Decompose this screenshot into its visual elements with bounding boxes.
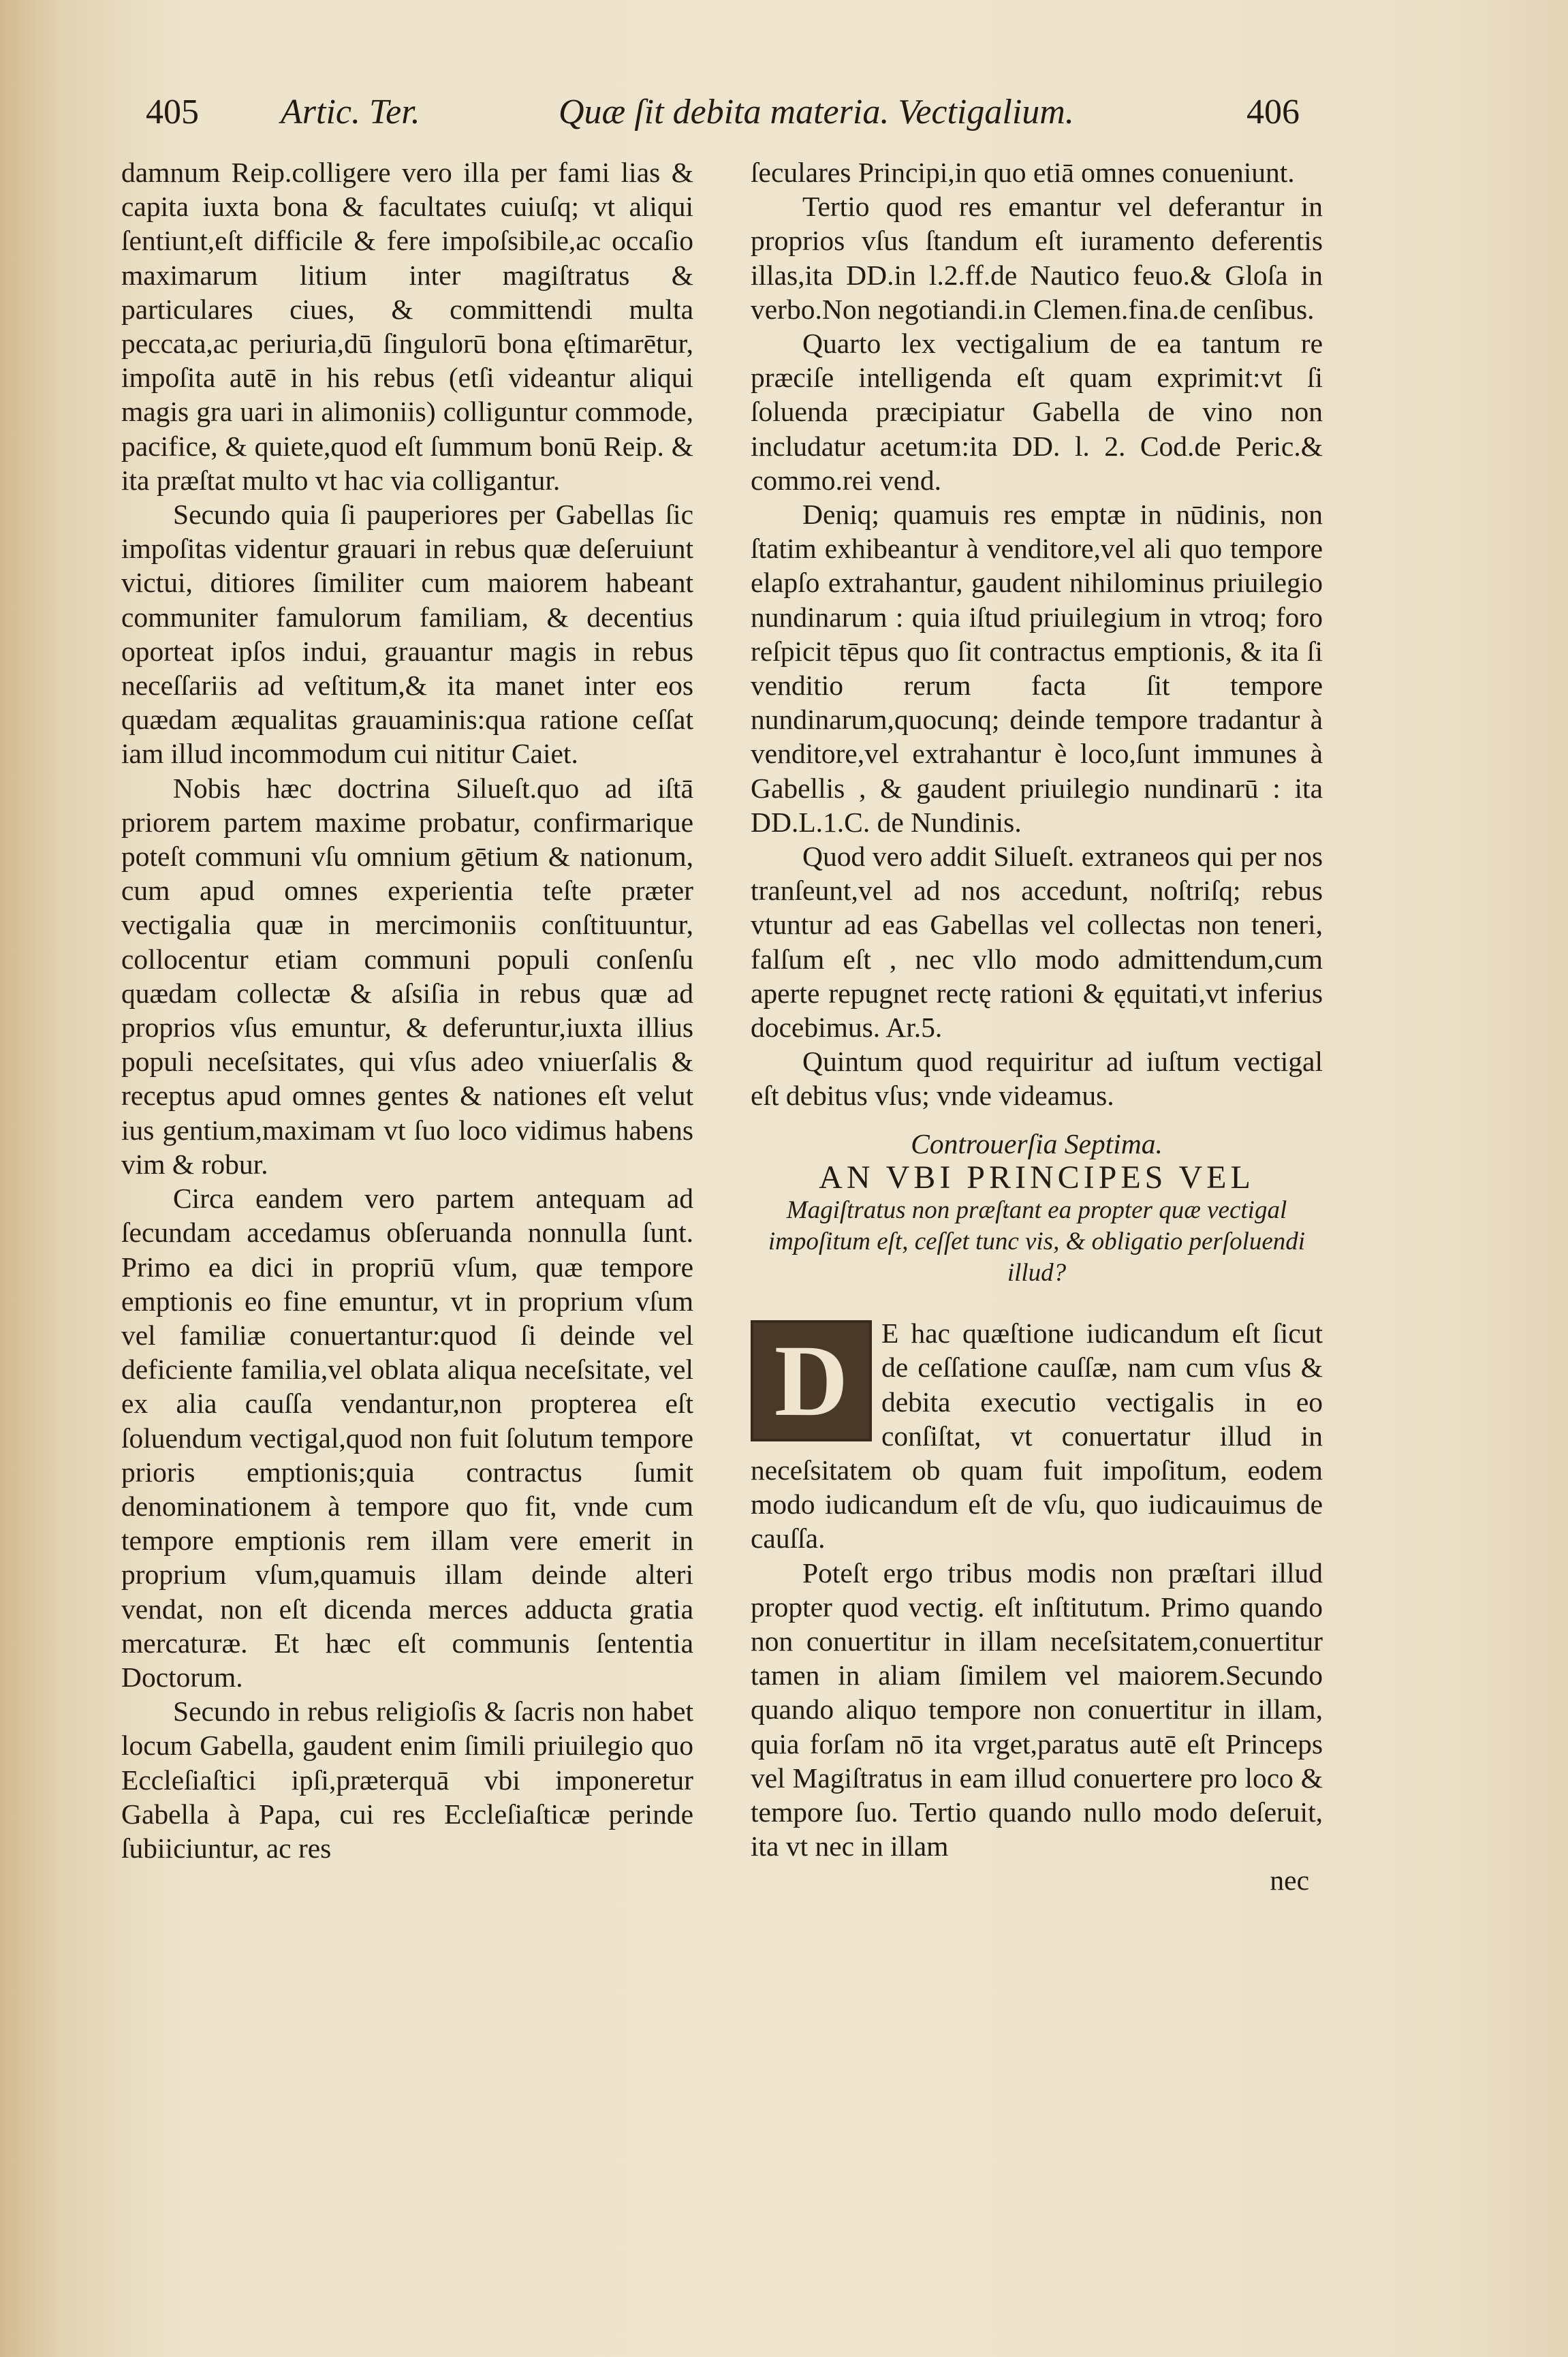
- running-title: Quæ ſit debita materia. Vectigalium.: [559, 93, 1074, 131]
- paragraph: Secundo quia ſi pauperiores per Gabellas ſic impoſitas videntur grauari in rebus quæ deſeruiunt victui, ditiores ſimiliter cum maiorem habeant communiter famulorum familiam, & decentius oporteat ipſos indui, grauantur magis in rebus neceſſariis ad veſtitum,& ita manet inter eos quædam æqualitas grauaminis:qua ratione ceſſat iam illud incommodum cui nititur Caiet.: [121, 499, 693, 770]
- section-label: Artic. Ter.: [281, 93, 420, 131]
- paragraph: Deniq; quamuis res emptæ in nūdinis, non ſtatim exhibeantur à venditore,vel ali quo tempore elapſo extrahantur, gaudent nihilominus priuilegio nundinarum : quia iſtud priuilegium in vtroq; foro reſpicit tēpus quo ſit contractus emptionis, & ita ſi venditio rerum facta ſit tempore nundinarum,quocunq; deinde tempore tradantur à venditore,vel extrahantur è loco,ſunt immunes à Gabellis , & gaudent priuilegio nundinarū : ita DD.L.1.C. de Nundinis.: [751, 499, 1323, 838]
- paragraph: ſeculares Principi,in quo etiā omnes conueniunt.: [751, 157, 1295, 188]
- right-column: [751, 155, 1323, 1898]
- controversy-question: AN VBI PRINCIPES VEL: [819, 1159, 1255, 1196]
- left-column: [121, 155, 693, 1865]
- paragraph: Nobis hæc doctrina Silueſt.quo ad iſtā priorem partem maxime probatur, confirmarique poteſt communi vſu omnium gētium & nationum, cum apud omnes experientia teſte præter vectigalia quæ in mercimoniis conſtituuntur, collocentur etiam communi populi conſenſu quædam collectæ & aſsiſia in rebus quæ ad proprios vſus emuntur, & deferuntur,iuxta illius populi neceſsitates, qui vſus adeo vniuerſalis & receptus apud omnes gentes & nationes eſt velut ius gentium,maximam vt ſuo loco vidimus habens vim & robur.: [121, 772, 693, 1180]
- controversy-title: Controuerſia Septima.: [911, 1127, 1163, 1159]
- paragraph: Quarto lex vectigalium de ea tantum re præciſe intelligenda eſt quam exprimit:vt ſi ſoluenda præcipiatur Gabella de vino non includatur acetum:ita DD. l. 2. Cod.de Peric.& commo.rei vend.: [751, 328, 1323, 496]
- catchword: nec: [1270, 1864, 1309, 1896]
- page-header: [0, 82, 1568, 143]
- decorated-initial: D: [751, 1320, 872, 1441]
- controversy-subtitle: Magiſtratus non præſtant ea propter quæ vectigal impoſitum eſt, ceſſet tunc vis, & obligatio perſoluendi illud?: [768, 1196, 1306, 1287]
- page-number-left: 405: [146, 93, 199, 131]
- page-number-right: 406: [1246, 93, 1300, 131]
- paragraph: damnum Reip.colligere vero illa per fami lias & capita iuxta bona & facultates cuiuſq; vt aliqui ſentiunt,eſt difficile & fere impoſsibile,ac occaſio maximarum litium inter magiſtratus & particulares ciues, & committendi multa peccata,ac periuria,dū ſingulorū bona ęſtimarētur, impoſita autē in his rebus (etſi videantur aliqui magis gra uari in alimoniis) colliguntur commode, pacifice, & quiete,quod eſt ſummum bonū Reip. & ita præſtat multo vt hac via colligantur.: [121, 157, 693, 496]
- paragraph: Poteſt ergo tribus modis non præſtari illud propter quod vectig. eſt inſtitutum. Primo quando non conuertitur in illam neceſsitatem,conuertitur tamen in aliam ſimilem vel maiorem.Secundo quando aliquo tempore non conuertitur in illam, quia forſam nō ita vrget,paratus autē eſt Princeps vel Magiſtratus in eam illud conuertere pro loco & tempore ſuo. Tertio quando nullo modo deſeruit, ita vt nec in illam: [751, 1557, 1323, 1862]
- paragraph: E hac quæſtione iudicandum eſt ſicut de ceſſatione cauſſæ, nam cum vſus & debita executio vectigalis in eo conſiſtat, vt conuertatur illud in neceſsitatem ob quam fuit impoſitum, eodem modo iudicandum eſt de vſu, quo iudicauimus de cauſſa.: [751, 1317, 1323, 1555]
- paragraph: Quod vero addit Silueſt. extraneos qui per nos tranſeunt,vel ad nos accedunt, noſtriſq; rebus vtuntur ad eas Gabellas vel collectas non teneri, falſum eſt , nec vllo modo admittendum,cum aperte repugnet rectę rationi & ęquitati,vt inferius docebimus. Ar.5.: [751, 841, 1323, 1044]
- paragraph: Tertio quod res emantur vel deferantur in proprios vſus ſtandum eſt iuramento deferentis illas,ita DD.in l.2.ff.de Nautico feuo.& Gloſa in verbo.Non negotiandi.in Clemen.fina.de cenſibus.: [751, 191, 1323, 325]
- paragraph: Circa eandem vero partem antequam ad ſecundam accedamus obſeruanda nonnulla ſunt. Primo ea dici in propriū vſum, quæ tempore emptionis eo fine emuntur, vt in proprium vſum vel familiæ conuertantur:quod ſi deinde vel deficiente familia,vel oblata aliqua neceſsitate, vel ex alia cauſſa vendantur,non propterea eſt ſoluendum vectigal,quod non fuit ſolutum tempore prioris emptionis;quia contractus ſumit denominationem à tempore quo fit, vnde cum tempore emptionis rem illam vere emerit in proprium vſum,quamuis illam deinde alteri vendat, non eſt dicenda merces adducta gratia mercaturæ. Et hæc eſt communis ſententia Doctorum.: [121, 1183, 693, 1693]
- paragraph: Secundo in rebus religioſis & ſacris non habet locum Gabella, gaudent enim ſimili priuilegio quo Eccleſiaſtici ipſi,præterquā vbi imponeretur Gabella à Papa, cui res Eccleſiaſticæ perinde ſubiiciuntur, ac res: [121, 1696, 693, 1864]
- opening-paragraph: [751, 1316, 1323, 1555]
- paragraph: Quintum quod requiritur ad iuſtum vectigal eſt debitus vſus; vnde videamus.: [751, 1046, 1323, 1112]
